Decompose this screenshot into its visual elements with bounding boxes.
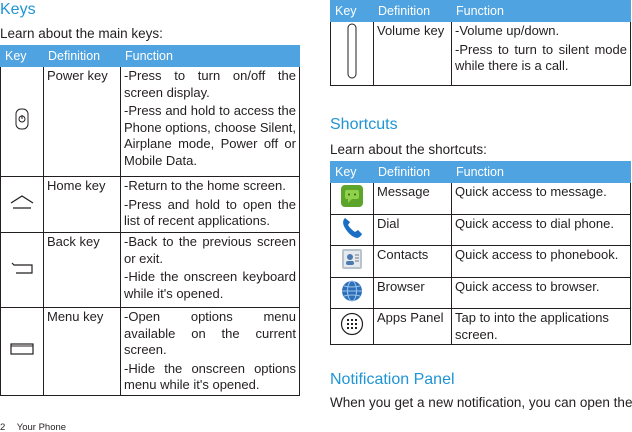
function-line: -Open options menu available on the current screen. [124,309,296,357]
key-icon-cell [1,233,44,308]
key-icon-cell [1,177,44,233]
shortcut-icon-cell [331,309,374,345]
function-line: -Hide the onscreen keyboard while it's opened. [124,269,296,301]
keys-heading: Keys [0,1,36,18]
key-definition: Power key [44,67,121,177]
shortcut-definition: Message [374,183,452,215]
key-icon-cell [331,22,374,86]
shortcut-function: Quick access to phonebook. [452,246,631,278]
page-number: 2 [0,422,6,432]
shortcut-definition: Dial [374,214,452,246]
table-row [331,246,631,278]
key-definition: Home key [44,177,121,233]
shortcut-function: Quick access to browser. [452,277,631,309]
function-line: -Press and hold to access the Phone options, choose Silent, Airplane mode, Power off or Mobile Data. [124,103,297,168]
column-header-key: Key [1,46,44,67]
function-line: -Back to the previous screen or exit. [124,234,296,266]
key-icon-cell [1,67,44,177]
table-row [331,22,631,86]
shortcut-icon-cell [331,214,374,246]
keys-table [0,45,300,396]
function-line: -Return to the home screen. [124,178,286,193]
shortcut-definition: Contacts [374,246,452,278]
page-footer [0,422,66,432]
table-row [1,177,300,233]
column-header-key: Key [331,162,374,183]
shortcuts-heading: Shortcuts [330,116,398,133]
keys-intro: Learn about the main keys: [0,26,163,41]
menu-key-icon [9,342,35,356]
function-line: -Hide the onscreen options menu while it's opened. [124,360,296,392]
dial-app-icon [339,215,365,241]
table-row [1,67,300,177]
function-line: -Press to turn to silent mode while there is a call. [455,41,627,73]
message-app-icon [339,183,365,209]
table-row [1,308,300,396]
shortcut-icon-cell [331,246,374,278]
contacts-app-icon [339,246,365,272]
shortcuts-intro: Learn about the shortcuts: [330,142,487,157]
key-definition: Volume key [374,22,452,86]
home-key-icon [9,194,35,210]
column-header-definition: Definition [374,162,452,183]
table-row [331,309,631,345]
key-function [121,177,300,233]
function-line: -Press to turn on/off the screen display. [124,68,296,100]
column-header-function: Function [452,1,631,22]
table-header-row [331,1,631,22]
browser-app-icon [339,278,365,304]
shortcut-function: Tap to into the applications screen. [452,309,631,345]
function-line: -Volume up/down. [455,23,560,38]
shortcut-definition: Browser [374,277,452,309]
apps-panel-icon [340,312,364,336]
shortcut-icon-cell [331,277,374,309]
shortcuts-table [330,161,631,345]
column-header-function: Function [452,162,631,183]
table-row [331,183,631,215]
key-function [452,22,631,86]
key-function [121,233,300,308]
power-key-icon [15,108,29,130]
back-key-icon [10,261,34,275]
shortcut-function: Quick access to dial phone. [452,214,631,246]
key-definition: Menu key [44,308,121,396]
table-row [331,277,631,309]
volume-key-icon [347,23,357,79]
function-line: -Press and hold to open the list of recent applications. [124,196,296,228]
column-header-key: Key [331,1,374,22]
table-header-row [1,46,300,67]
shortcut-icon-cell [331,183,374,215]
shortcut-function: Quick access to message. [452,183,631,215]
footer-section-title: Your Phone [16,422,67,432]
notification-panel-text: When you get a new notification, you can open the [330,395,632,410]
table-row [1,233,300,308]
key-function [121,308,300,396]
volume-key-table [330,0,631,86]
notification-panel-heading: Notification Panel [330,371,455,388]
column-header-definition: Definition [44,46,121,67]
table-header-row [331,162,631,183]
table-row [331,214,631,246]
column-header-definition: Definition [374,1,452,22]
key-icon-cell [1,308,44,396]
key-definition: Back key [44,233,121,308]
shortcut-definition: Apps Panel [374,309,452,345]
key-function [121,67,300,177]
column-header-function: Function [121,46,300,67]
